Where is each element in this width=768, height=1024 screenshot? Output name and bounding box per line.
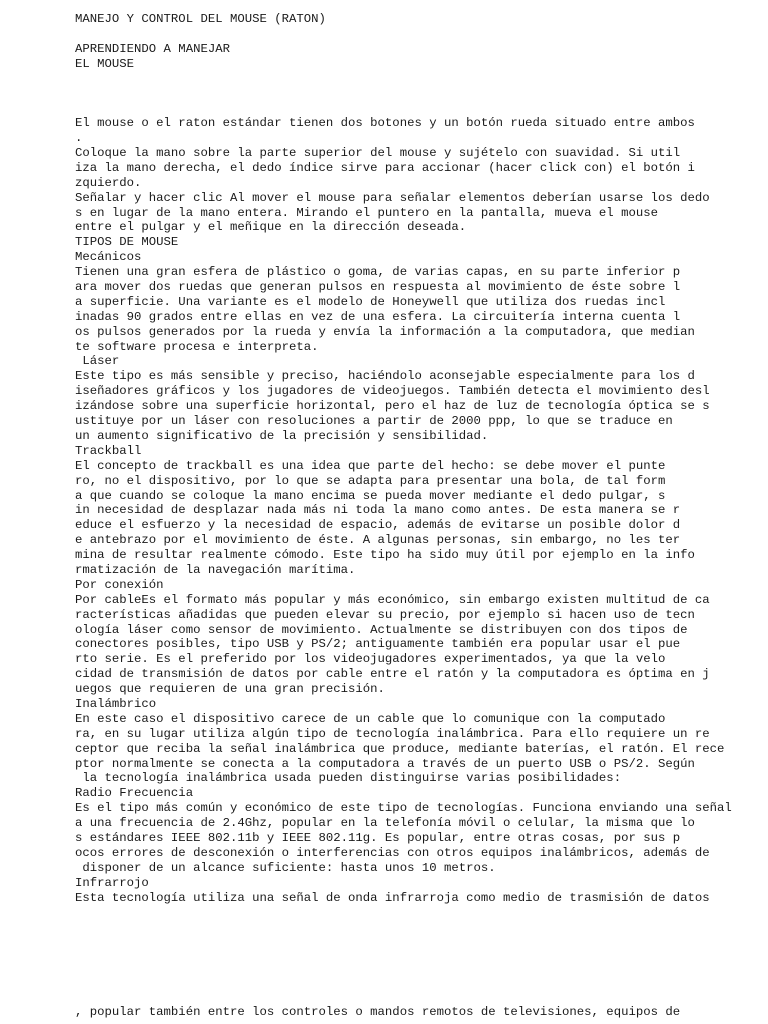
body-line: a superficie. Una variante es el modelo de Honeywell que utiliza dos ruedas incl: [75, 294, 666, 309]
body-line: rto serie. Es el preferido por los videojugadores experimentados, ya que la velo: [75, 652, 666, 667]
body-line: ocos errores de desconexión o interferencias con otros equipos inalámbricos, además de: [75, 845, 710, 860]
subtitle-line: EL MOUSE: [75, 56, 135, 71]
body-line: disponer de un alcance suficiente: hasta unos 10 metros.: [75, 860, 496, 875]
body-line: os pulsos generados por la rueda y envía la información a la computadora, que median: [75, 324, 695, 339]
body-line: Inalámbrico: [75, 696, 157, 711]
body-line: zquierdo.: [75, 175, 142, 190]
body-line: izándose sobre una superficie horizontal, pero el haz de luz de tecnología óptica se s: [75, 399, 710, 414]
blank-line: [75, 27, 755, 42]
body-line: Es el tipo más común y económico de este tipo de tecnologías. Funciona enviando una señal: [75, 801, 732, 816]
body-line: mina de resultar realmente cómodo. Este tipo ha sido muy útil por ejemplo en la info: [75, 548, 695, 563]
continuation-line: , popular también entre los controles o mandos remotos de televisiones, equipos de: [75, 1005, 681, 1019]
blank-line: [75, 101, 755, 116]
body-line: Coloque la mano sobre la parte superior del mouse y sujételo con suavidad. Si util: [75, 146, 681, 161]
document-title: MANEJO Y CONTROL DEL MOUSE (RATON): [75, 12, 326, 26]
body-line: ro, no el dispositivo, por lo que se adapta para presentar una bola, de tal form: [75, 473, 666, 488]
subtitle-line: APRENDIENDO A MANEJAR: [75, 41, 230, 56]
blank-line: [75, 72, 755, 87]
body-line: Trackball: [75, 443, 142, 458]
body-line: TIPOS DE MOUSE: [75, 235, 179, 250]
body-line: entre el pulgar y el meñique en la dirección deseada.: [75, 220, 467, 235]
body-line: Radio Frecuencia: [75, 786, 194, 801]
body-line: e antebrazo por el movimiento de éste. A algunas personas, sin embargo, no les ter: [75, 533, 681, 548]
body-line: Este tipo es más sensible y preciso, haciéndolo aconsejable especialmente para los d: [75, 369, 695, 384]
body-line: El concepto de trackball es una idea que parte del hecho: se debe mover el punte: [75, 458, 666, 473]
body-line: En este caso el dispositivo carece de un cable que lo comunique con la computado: [75, 711, 666, 726]
body-line: Infrarrojo: [75, 875, 149, 890]
body-line: un aumento significativo de la precisión y sensibilidad.: [75, 428, 489, 443]
body-line: in necesidad de desplazar nada más ni toda la mano como antes. De esta manera se r: [75, 503, 681, 518]
body-line: Por cableEs el formato más popular y más económico, sin embargo existen multitud de ca: [75, 592, 710, 607]
body-line: la tecnología inalámbrica usada pueden distinguirse varias posibilidades:: [75, 771, 622, 786]
body-line: a una frecuencia de 2.4Ghz, popular en la telefonía móvil o celular, la misma que lo: [75, 816, 695, 831]
body-line: Mecánicos: [75, 250, 142, 265]
body-line: El mouse o el raton estándar tienen dos botones y un botón rueda situado entre ambos: [75, 116, 695, 131]
body-line: rmatización de la navegación marítima.: [75, 562, 356, 577]
body-line: s estándares IEEE 802.11b y IEEE 802.11g. Es popular, entre otras cosas, por sus p: [75, 830, 681, 845]
body-line: a que cuando se coloque la mano encima se pueda mover mediante el dedo pulgar, s: [75, 488, 666, 503]
body-line: ara mover dos ruedas que generan pulsos en respuesta al movimiento de éste sobre l: [75, 280, 681, 295]
body-line: inadas 90 grados entre ellas en vez de una esfera. La circuitería interna cuenta l: [75, 309, 681, 324]
body-line: ra, en su lugar utiliza algún tipo de tecnología inalámbrica. Para ello requiere un re: [75, 726, 710, 741]
body-line: .: [75, 131, 83, 146]
body-line: te software procesa e interpreta.: [75, 339, 319, 354]
body-line: iza la mano derecha, el dedo índice sirve para accionar (hacer click con) el botón i: [75, 160, 695, 175]
body-line: iseñadores gráficos y los jugadores de videojuegos. También detecta el movimiento desl: [75, 384, 710, 399]
document-body: [75, 116, 755, 905]
body-line: cidad de transmisión de datos por cable entre el ratón y la computadora es óptima en j: [75, 667, 710, 682]
body-line: conectores posibles, tipo USB y PS/2; antiguamente también era popular usar el pue: [75, 637, 681, 652]
body-line: Láser: [75, 354, 120, 369]
body-line: Tienen una gran esfera de plástico o goma, de varias capas, en su parte inferior p: [75, 265, 681, 280]
body-line: racterísticas añadidas que pueden elevar su precio, por ejemplo si hacen uso de tecn: [75, 607, 695, 622]
body-line: Señalar y hacer clic Al mover el mouse para señalar elementos deberían usarse los dedo: [75, 190, 710, 205]
body-line: ología láser como sensor de movimiento. Actualmente se distribuyen con dos tipos de: [75, 622, 688, 637]
body-line: ceptor que reciba la señal inalámbrica que produce, mediante baterías, el ratón. El rece: [75, 741, 725, 756]
body-line: Esta tecnología utiliza una señal de onda infrarroja como medio de trasmisión de datos: [75, 890, 710, 905]
body-line: s en lugar de la mano entera. Mirando el puntero en la pantalla, mueva el mouse: [75, 205, 658, 220]
blank-line: [75, 86, 755, 101]
body-line: uegos que requieren de una gran precisión.: [75, 682, 385, 697]
body-line: educe el esfuerzo y la necesidad de espacio, además de evitarse un posible dolor d: [75, 518, 681, 533]
body-line: ptor normalmente se conecta a la computadora a través de un puerto USB o PS/2. Según: [75, 756, 695, 771]
body-line: Por conexión: [75, 577, 164, 592]
document-page: [75, 12, 755, 905]
body-line: ustituye por un láser con resoluciones a partir de 2000 ppp, lo que se traduce en: [75, 414, 673, 429]
